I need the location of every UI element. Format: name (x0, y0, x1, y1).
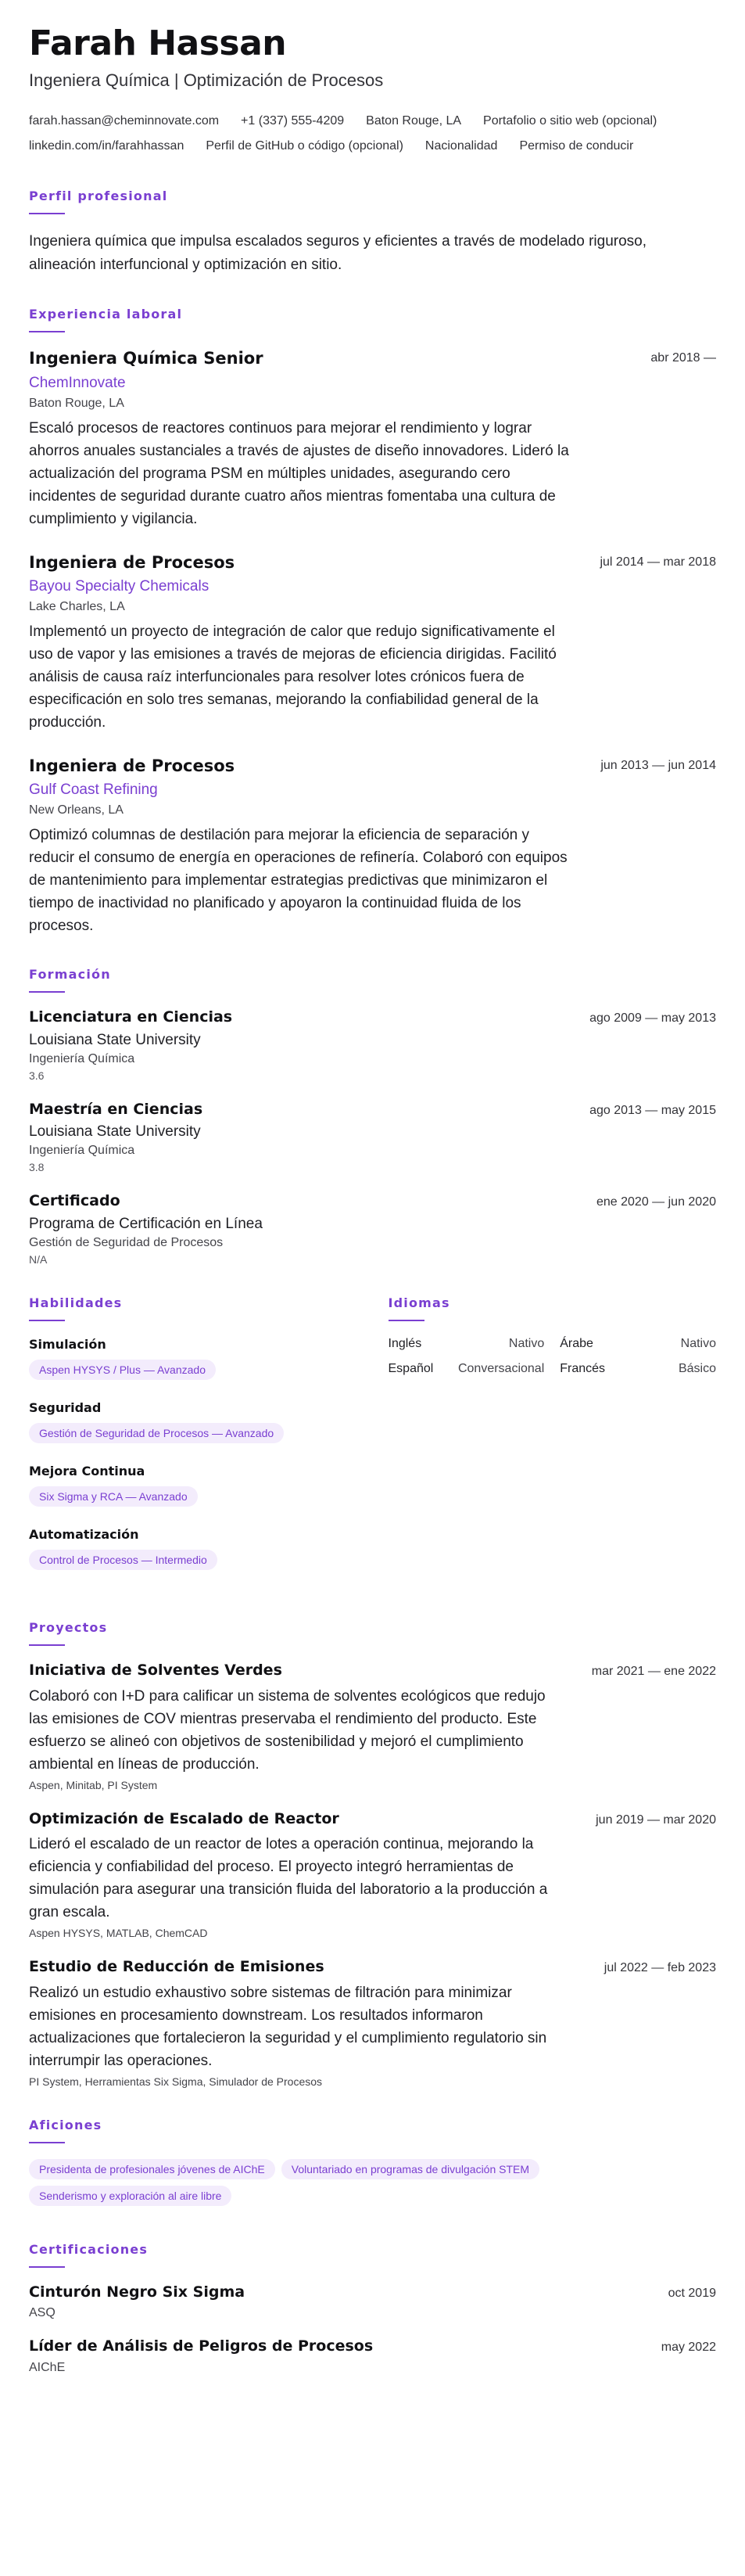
language-level: Básico (678, 1362, 716, 1376)
resume-header (29, 23, 716, 159)
job-location: New Orleans, LA (29, 803, 124, 817)
language-item (560, 1337, 716, 1351)
language-name: Árabe (560, 1337, 593, 1351)
institution-name: Programa de Certificación en Línea (29, 1216, 263, 1233)
skill-group (29, 1527, 357, 1576)
contact-website[interactable]: Portafolio o sitio web (opcional) (483, 114, 657, 128)
skill-category: Mejora Continua (29, 1464, 145, 1479)
education-section (29, 967, 716, 1266)
job-title: Ingeniera de Procesos (29, 756, 235, 775)
skill-chip: Control de Procesos — Intermedio (29, 1550, 217, 1570)
company-name: ChemInnovate (29, 374, 126, 391)
job-description: Implementó un proyecto de integración de calor que redujo significativamente el uso de vapor y las emisiones a través de mejoras de eficiencia dirigidas. Facilitó análisis de causa raíz interfuncionales para resolver lotes crónicos fuera de especificación en solo tres semanas, mejorando la confiabilidad general de la producción. (29, 623, 557, 731)
job-title: Ingeniera Química Senior (29, 349, 263, 368)
project-name: Iniciativa de Solventes Verdes (29, 1662, 282, 1680)
certifications-section (29, 2242, 716, 2375)
job-description: Optimizó columnas de destilación para mejorar la eficiencia de separación y reducir el consumo de energía en operaciones de refinería. Colaboró con equipos de mantenimiento para implementar estrategias predictivas que minimizaron el tiempo de inactividad no planificado y apoyaron la continuidad fluida de los procesos. (29, 827, 568, 935)
language-name: Francés (560, 1362, 606, 1376)
education-dates: ago 2009 — may 2013 (589, 1011, 716, 1026)
contact-info (29, 109, 716, 159)
certification-date: may 2022 (661, 2341, 716, 2355)
project-description: Colaboró con I+D para calificar un sistema de solventes ecológicos que redujo las emisiones de COV mientras preservaba el rendimiento del producto. Este esfuerzo se alineó con objetivos de sostenibilidad y mejoró el cumplimiento ambiental en líneas de producción. (29, 1687, 546, 1773)
institution-name: Louisiana State University (29, 1123, 201, 1141)
candidate-name: Farah Hassan (29, 23, 287, 63)
project-tools: Aspen HYSYS, MATLAB, ChemCAD (29, 1927, 208, 1940)
certification-issuer: ASQ (29, 2306, 56, 2320)
contact-email[interactable]: farah.hassan@cheminnovate.com (29, 114, 220, 128)
skill-chip: Gestión de Seguridad de Procesos — Avanzado (29, 1423, 284, 1443)
education-entry (29, 1008, 716, 1082)
section-title: Experiencia laboral (29, 307, 183, 322)
skill-group (29, 1464, 357, 1513)
degree-title: Licenciatura en Ciencias (29, 1008, 233, 1026)
experience-entry (29, 348, 716, 530)
company-name: Bayou Specialty Chemicals (29, 577, 210, 595)
job-dates: jun 2013 — jun 2014 (600, 758, 716, 772)
certification-date: oct 2019 (668, 2286, 716, 2300)
section-title: Proyectos (29, 1620, 108, 1636)
section-divider (29, 1320, 65, 1321)
education-dates: ago 2013 — may 2015 (589, 1103, 716, 1117)
certification-name: Cinturón Negro Six Sigma (29, 2283, 245, 2301)
skill-category: Simulación (29, 1337, 106, 1353)
language-name: Inglés (388, 1337, 422, 1351)
contact-nationality: Nacionalidad (424, 139, 498, 153)
contact-phone[interactable]: +1 (337) 555-4209 (241, 114, 345, 128)
experience-entry (29, 552, 716, 734)
languages-list (389, 1337, 717, 1376)
project-entry (29, 1810, 716, 1940)
project-tools: PI System, Herramientas Six Sigma, Simulador de Procesos (29, 2075, 323, 2088)
languages-section (389, 1295, 717, 1590)
skill-chip: Aspen HYSYS / Plus — Avanzado (29, 1360, 216, 1380)
skills-section (29, 1295, 357, 1590)
experience-entry (29, 756, 716, 937)
grade: 3.6 (29, 1069, 45, 1082)
section-divider (29, 2266, 65, 2268)
section-title: Aficiones (29, 2117, 102, 2132)
project-entry (29, 1958, 716, 2088)
certification-name: Líder de Análisis de Peligros de Procesos (29, 2337, 374, 2355)
project-entry (29, 1662, 716, 1791)
contact-linkedin[interactable]: linkedin.com/in/farahhassan (29, 139, 184, 153)
section-title: Certificaciones (29, 2241, 149, 2257)
language-level: Conversacional (457, 1362, 545, 1376)
section-divider (29, 213, 65, 214)
skill-category: Automatización (29, 1527, 139, 1543)
job-description: Escaló procesos de reactores continuos para mejorar el rendimiento y lograr ahorros anuales sustanciales a través de ajustes de diseño innovadores. Lideró la actualización del programa PSM en múltiples unidades, asegurando cero incidentes de seguridad durante cuatro años mientras fomentaba una cultura de cumplimiento y vigilancia. (29, 419, 569, 527)
project-dates: jun 2019 — mar 2020 (596, 1813, 716, 1827)
project-description: Realizó un estudio exhaustivo sobre sistemas de filtración para minimizar emisiones en procesamiento downstream. Los resultados informaron actualizaciones que fortalecieron la seguridad y el cumplimiento regulatorio sin interrumpir las operaciones. (29, 1984, 547, 2069)
project-dates: mar 2021 — ene 2022 (591, 1665, 716, 1679)
field-of-study: Ingeniería Química (29, 1144, 135, 1158)
project-tools: Aspen, Minitab, PI System (29, 1778, 158, 1791)
job-dates: jul 2014 — mar 2018 (600, 555, 716, 569)
section-title: Idiomas (388, 1295, 450, 1311)
hobby-chip: Presidenta de profesionales jóvenes de AIChE (29, 2159, 275, 2179)
skill-category: Seguridad (29, 1400, 102, 1416)
skill-chip: Six Sigma y RCA — Avanzado (29, 1486, 198, 1507)
job-location: Baton Rouge, LA (29, 396, 124, 410)
section-divider (29, 2142, 65, 2143)
profile-section (29, 189, 716, 277)
skill-group (29, 1400, 357, 1450)
headline: Ingeniera Química | Optimización de Procesos (29, 70, 384, 90)
grade: N/A (29, 1253, 48, 1266)
section-divider (29, 331, 65, 332)
skill-group (29, 1337, 357, 1386)
profile-summary: Ingeniera química que impulsa escalados seguros y eficientes a través de modelado riguroso, alineación interfuncional y optimización en sitio. (29, 233, 647, 274)
language-level: Nativo (508, 1337, 545, 1351)
section-title: Formación (29, 967, 111, 983)
job-title: Ingeniera de Procesos (29, 552, 235, 572)
field-of-study: Ingeniería Química (29, 1051, 135, 1065)
skills-languages-row (29, 1295, 716, 1590)
contact-github[interactable]: Perfil de GitHub o código (opcional) (206, 139, 403, 153)
degree-title: Maestría en Ciencias (29, 1100, 203, 1118)
grade: 3.8 (29, 1161, 45, 1174)
hobbies-list (29, 2159, 716, 2212)
section-title: Habilidades (29, 1295, 123, 1311)
project-name: Estudio de Reducción de Emisiones (29, 1958, 324, 1976)
certification-entry (29, 2283, 716, 2321)
education-entry (29, 1101, 716, 1174)
language-item (560, 1362, 716, 1376)
language-item (389, 1362, 545, 1376)
company-name: Gulf Coast Refining (29, 781, 158, 799)
section-divider (29, 991, 65, 993)
section-title: Perfil profesional (29, 189, 168, 204)
project-dates: jul 2022 — feb 2023 (604, 1961, 716, 1975)
project-description: Lideró el escalado de un reactor de lotes a operación continua, mejorando la eficiencia y confiabilidad del proceso. El proyecto integró herramientas de simulación para asegurar una transición fluida del laboratorio a la producción a gran escala. (29, 1836, 548, 1921)
section-divider (389, 1320, 424, 1321)
degree-title: Certificado (29, 1192, 120, 1210)
education-entry (29, 1192, 716, 1266)
project-name: Optimización de Escalado de Reactor (29, 1809, 339, 1827)
job-dates: abr 2018 — (650, 351, 716, 365)
hobby-chip: Voluntariado en programas de divulgación STEM (281, 2159, 539, 2179)
certification-issuer: AIChE (29, 2361, 66, 2375)
contact-location: Baton Rouge, LA (366, 114, 462, 128)
certification-entry (29, 2337, 716, 2375)
contact-license: Permiso de conducir (519, 139, 634, 153)
projects-section (29, 1620, 716, 2088)
hobbies-section (29, 2118, 716, 2212)
education-dates: ene 2020 — jun 2020 (596, 1195, 716, 1209)
section-divider (29, 1644, 65, 1646)
experience-section (29, 307, 716, 937)
job-location: Lake Charles, LA (29, 599, 125, 613)
institution-name: Louisiana State University (29, 1031, 201, 1048)
language-name: Español (388, 1362, 434, 1376)
language-level: Nativo (680, 1337, 716, 1351)
field-of-study: Gestión de Seguridad de Procesos (29, 1236, 224, 1250)
language-item (389, 1337, 545, 1351)
hobby-chip: Senderismo y exploración al aire libre (29, 2186, 231, 2206)
